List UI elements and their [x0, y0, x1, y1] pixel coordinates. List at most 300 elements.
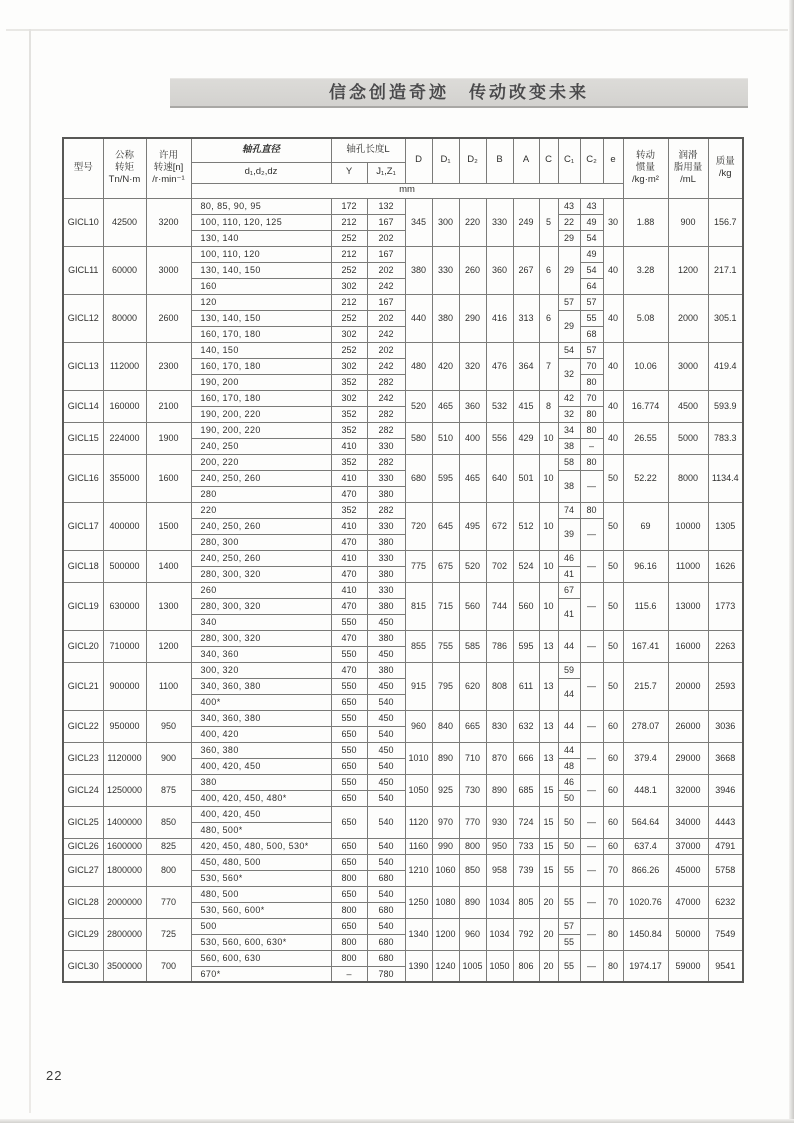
dim-B-cell: 890 [486, 774, 513, 806]
length-jz-cell: 282 [367, 454, 405, 470]
length-jz-cell: 540 [367, 886, 405, 902]
torque-cell: 112000 [103, 342, 146, 390]
dim-C1-cell: 46 [558, 550, 580, 566]
dim-A-cell: 364 [513, 342, 539, 390]
length-y-cell: 252 [331, 342, 367, 358]
dim-e-cell: 60 [603, 806, 623, 838]
dim-C1-cell: 44 [558, 678, 580, 710]
speed-cell: 2100 [146, 390, 191, 422]
dim-e-cell: 40 [603, 390, 623, 422]
bore-cell: 160, 170, 180 [191, 390, 331, 406]
length-y-cell: 470 [331, 486, 367, 502]
speed-cell: 1400 [146, 550, 191, 582]
length-jz-cell: 132 [367, 198, 405, 214]
dim-B-cell: 360 [486, 246, 513, 294]
speed-cell: 850 [146, 806, 191, 838]
bore-cell: 220 [191, 502, 331, 518]
dim-B-cell: 958 [486, 854, 513, 886]
speed-cell: 2300 [146, 342, 191, 390]
bore-cell: 130, 140 [191, 230, 331, 246]
mass-cell: 3946 [708, 774, 743, 806]
dim-C2-cell: 80 [580, 374, 603, 390]
model-cell: GICL22 [63, 710, 103, 742]
grease-cell: 26000 [668, 710, 708, 742]
length-jz-cell: 282 [367, 502, 405, 518]
dim-C2-cell: — [580, 630, 603, 662]
bore-cell: 500 [191, 918, 331, 934]
length-y-cell: 470 [331, 662, 367, 678]
length-jz-cell: 330 [367, 582, 405, 598]
model-cell: GICL23 [63, 742, 103, 774]
dim-C2-cell: 68 [580, 326, 603, 342]
bore-cell: 280 [191, 486, 331, 502]
speed-cell: 900 [146, 742, 191, 774]
dim-A-cell: 595 [513, 630, 539, 662]
table-body [63, 198, 743, 982]
table-row [63, 806, 743, 822]
model-cell: GICL17 [63, 502, 103, 550]
inertia-cell: 3.28 [623, 246, 668, 294]
table-row [63, 662, 743, 678]
inertia-cell: 448.1 [623, 774, 668, 806]
col-header-C1: C₁ [558, 138, 580, 183]
col-header-speed [146, 138, 191, 198]
header-line: Tn/N·m [108, 174, 141, 186]
dim-C1-cell: 42 [558, 390, 580, 406]
speed-cell: 1100 [146, 662, 191, 710]
header-line: /kg [718, 168, 732, 180]
speed-cell: 1900 [146, 422, 191, 454]
dim-C1-cell: 32 [558, 406, 580, 422]
table-row [63, 710, 743, 726]
dim-C2-cell: 70 [580, 358, 603, 374]
dim-C2-cell: 49 [580, 214, 603, 230]
dim-B-cell: 556 [486, 422, 513, 454]
length-y-cell: 410 [331, 550, 367, 566]
dim-C-cell: 10 [539, 422, 558, 454]
bore-cell: 400, 420 [191, 726, 331, 742]
bore-cell: 400, 420, 450, 480* [191, 790, 331, 806]
bore-cell: 340, 360, 380 [191, 710, 331, 726]
dim-C-cell: 10 [539, 550, 558, 582]
dim-C1-cell: 22 [558, 214, 580, 230]
dim-D2-cell: 260 [459, 246, 486, 294]
dim-C-cell: 13 [539, 662, 558, 710]
dim-e-cell: 50 [603, 502, 623, 550]
col-header-bore-sub: d₁,d₂,dz [191, 162, 331, 183]
dim-e-cell: 40 [603, 342, 623, 390]
dim-D-cell: 1120 [405, 806, 432, 838]
bore-cell: 240, 250, 260 [191, 470, 331, 486]
header-line: 质量 [715, 156, 735, 168]
model-cell: GICL10 [63, 198, 103, 246]
torque-cell: 630000 [103, 582, 146, 630]
dim-e-cell: 60 [603, 838, 623, 854]
dim-D-cell: 440 [405, 294, 432, 342]
bore-cell: 380 [191, 774, 331, 790]
grease-cell: 900 [668, 198, 708, 246]
dim-A-cell: 267 [513, 246, 539, 294]
col-header-torque [103, 138, 146, 198]
grease-cell: 59000 [668, 950, 708, 982]
mass-cell: 593.9 [708, 390, 743, 422]
dim-B-cell: 640 [486, 454, 513, 502]
bore-cell: 560, 600, 630 [191, 950, 331, 966]
dim-D1-cell: 755 [432, 630, 459, 662]
dim-D-cell: 380 [405, 246, 432, 294]
model-cell: GICL11 [63, 246, 103, 294]
bore-cell: 190, 200, 220 [191, 422, 331, 438]
table-row [63, 294, 743, 310]
length-jz-cell: 540 [367, 854, 405, 870]
dim-C-cell: 20 [539, 918, 558, 950]
torque-cell: 2000000 [103, 886, 146, 918]
dim-e-cell: 40 [603, 422, 623, 454]
dim-A-cell: 512 [513, 502, 539, 550]
dim-C2-cell: — [580, 886, 603, 918]
dim-C1-cell: 48 [558, 758, 580, 774]
bore-cell: 160, 170, 180 [191, 326, 331, 342]
inertia-cell: 10.06 [623, 342, 668, 390]
dim-B-cell: 950 [486, 838, 513, 854]
dim-A-cell: 560 [513, 582, 539, 630]
dim-C2-cell: — [580, 550, 603, 582]
table-row [63, 630, 743, 646]
bore-cell: 280, 300, 320 [191, 598, 331, 614]
dim-C2-cell: — [580, 470, 603, 502]
torque-cell: 60000 [103, 246, 146, 294]
dim-B-cell: 532 [486, 390, 513, 422]
dim-D-cell: 1340 [405, 918, 432, 950]
length-y-cell: – [331, 966, 367, 982]
table-row [63, 742, 743, 758]
length-jz-cell: 380 [367, 566, 405, 582]
dim-B-cell: 1050 [486, 950, 513, 982]
table-row [63, 342, 743, 358]
dim-C2-cell: 80 [580, 406, 603, 422]
speed-cell: 1600 [146, 454, 191, 502]
bore-cell: 480, 500 [191, 886, 331, 902]
length-jz-cell: 202 [367, 230, 405, 246]
dim-C1-cell: 55 [558, 886, 580, 918]
length-y-cell: 800 [331, 950, 367, 966]
header-line: 惯量 [636, 162, 656, 174]
mass-cell: 5758 [708, 854, 743, 886]
bore-cell: 260 [191, 582, 331, 598]
dim-D1-cell: 510 [432, 422, 459, 454]
header-line: 转速[n] [153, 162, 184, 174]
mass-cell: 4791 [708, 838, 743, 854]
dim-D1-cell: 1240 [432, 950, 459, 982]
torque-cell: 355000 [103, 454, 146, 502]
col-header-D: D [405, 138, 432, 183]
header-line: 转动 [636, 150, 656, 162]
dim-C2-cell: 49 [580, 246, 603, 262]
dim-C2-cell: 43 [580, 198, 603, 214]
torque-cell: 1800000 [103, 854, 146, 886]
torque-cell: 400000 [103, 502, 146, 550]
dim-C1-cell: 34 [558, 422, 580, 438]
dim-C2-cell: — [580, 918, 603, 950]
unit-row-mm: mm [191, 183, 623, 198]
bore-cell: 190, 200 [191, 374, 331, 390]
table-row [63, 582, 743, 598]
grease-cell: 34000 [668, 806, 708, 838]
inertia-cell: 637.4 [623, 838, 668, 854]
inertia-cell: 69 [623, 502, 668, 550]
dim-C-cell: 10 [539, 582, 558, 630]
dim-e-cell: 40 [603, 246, 623, 294]
speed-cell: 700 [146, 950, 191, 982]
bore-cell: 340, 360 [191, 646, 331, 662]
header-line: 型号 [73, 162, 93, 174]
length-jz-cell: 380 [367, 662, 405, 678]
speed-cell: 3000 [146, 246, 191, 294]
dim-B-cell: 476 [486, 342, 513, 390]
dim-C1-cell: 50 [558, 838, 580, 854]
dim-C-cell: 20 [539, 886, 558, 918]
table-row [63, 390, 743, 406]
dim-C-cell: 10 [539, 454, 558, 502]
col-header-D2: D₂ [459, 138, 486, 183]
model-cell: GICL21 [63, 662, 103, 710]
inertia-cell: 5.08 [623, 294, 668, 342]
bore-cell: 100, 110, 120 [191, 246, 331, 262]
model-cell: GICL20 [63, 630, 103, 662]
col-header-bore-length: 轴孔长度L [331, 138, 405, 162]
header-line: 许用 [158, 150, 178, 162]
length-jz-cell: 540 [367, 694, 405, 710]
dim-D2-cell: 620 [459, 662, 486, 710]
dim-B-cell: 830 [486, 710, 513, 742]
dim-C1-cell: 29 [558, 246, 580, 294]
dim-C2-cell: — [580, 582, 603, 630]
torque-cell: 2800000 [103, 918, 146, 950]
length-jz-cell: 167 [367, 214, 405, 230]
torque-cell: 42500 [103, 198, 146, 246]
dim-D-cell: 580 [405, 422, 432, 454]
dim-B-cell: 786 [486, 630, 513, 662]
dim-C2-cell: — [580, 950, 603, 982]
length-jz-cell: 680 [367, 870, 405, 886]
length-y-cell: 302 [331, 326, 367, 342]
model-cell: GICL16 [63, 454, 103, 502]
inertia-cell: 26.55 [623, 422, 668, 454]
length-jz-cell: 540 [367, 806, 405, 838]
bore-cell: 160 [191, 278, 331, 294]
torque-cell: 3500000 [103, 950, 146, 982]
bore-cell: 160, 170, 180 [191, 358, 331, 374]
inertia-cell: 1450.84 [623, 918, 668, 950]
dim-C1-cell: 41 [558, 598, 580, 630]
length-y-cell: 650 [331, 806, 367, 838]
dim-e-cell: 60 [603, 742, 623, 774]
model-cell: GICL29 [63, 918, 103, 950]
bore-cell: 400* [191, 694, 331, 710]
dim-C-cell: 15 [539, 806, 558, 838]
header-line: 润滑 [678, 150, 698, 162]
length-y-cell: 550 [331, 678, 367, 694]
dim-C2-cell: — [580, 742, 603, 774]
dim-D1-cell: 380 [432, 294, 459, 342]
dim-A-cell: 805 [513, 886, 539, 918]
dim-D1-cell: 1200 [432, 918, 459, 950]
dim-C-cell: 13 [539, 710, 558, 742]
model-cell: GICL24 [63, 774, 103, 806]
length-y-cell: 352 [331, 502, 367, 518]
dim-C1-cell: 38 [558, 438, 580, 454]
inertia-cell: 278.07 [623, 710, 668, 742]
dim-D-cell: 915 [405, 662, 432, 710]
table-row [63, 918, 743, 934]
length-y-cell: 550 [331, 646, 367, 662]
dim-B-cell: 744 [486, 582, 513, 630]
bore-cell: 140, 150 [191, 342, 331, 358]
grease-cell: 11000 [668, 550, 708, 582]
torque-cell: 710000 [103, 630, 146, 662]
dim-D2-cell: 770 [459, 806, 486, 838]
bore-cell: 670* [191, 966, 331, 982]
grease-cell: 50000 [668, 918, 708, 950]
dim-D2-cell: 520 [459, 550, 486, 582]
length-y-cell: 800 [331, 934, 367, 950]
speed-cell: 2600 [146, 294, 191, 342]
dim-e-cell: 70 [603, 854, 623, 886]
table-row [63, 950, 743, 966]
length-y-cell: 550 [331, 614, 367, 630]
length-jz-cell: 380 [367, 630, 405, 646]
header-line: 脂用量 [673, 162, 703, 174]
length-jz-cell: 680 [367, 934, 405, 950]
length-y-cell: 650 [331, 918, 367, 934]
bore-cell: 120 [191, 294, 331, 310]
table-row [63, 774, 743, 790]
bore-cell: 240, 250, 260 [191, 550, 331, 566]
model-cell: GICL27 [63, 854, 103, 886]
length-jz-cell: 282 [367, 406, 405, 422]
bore-cell: 280, 300, 320 [191, 630, 331, 646]
torque-cell: 900000 [103, 662, 146, 710]
length-y-cell: 212 [331, 214, 367, 230]
model-cell: GICL28 [63, 886, 103, 918]
dim-D1-cell: 675 [432, 550, 459, 582]
bore-cell: 530, 560, 600* [191, 902, 331, 918]
length-y-cell: 650 [331, 790, 367, 806]
col-header-C: C [539, 138, 558, 183]
page-number: 22 [46, 1068, 63, 1083]
length-y-cell: 800 [331, 870, 367, 886]
length-jz-cell: 540 [367, 790, 405, 806]
dim-D-cell: 480 [405, 342, 432, 390]
inertia-cell: 215.7 [623, 662, 668, 710]
speed-cell: 825 [146, 838, 191, 854]
speed-cell: 1500 [146, 502, 191, 550]
dim-C2-cell: — [580, 518, 603, 550]
length-jz-cell: 282 [367, 374, 405, 390]
dim-C2-cell: — [580, 710, 603, 742]
dim-e-cell: 50 [603, 550, 623, 582]
grease-cell: 4500 [668, 390, 708, 422]
length-jz-cell: 450 [367, 678, 405, 694]
dim-D2-cell: 730 [459, 774, 486, 806]
dim-D-cell: 1050 [405, 774, 432, 806]
grease-cell: 10000 [668, 502, 708, 550]
mass-cell: 419.4 [708, 342, 743, 390]
col-header-C2: C₂ [580, 138, 603, 183]
length-jz-cell: 450 [367, 774, 405, 790]
dim-B-cell: 330 [486, 198, 513, 246]
model-cell: GICL30 [63, 950, 103, 982]
dim-B-cell: 930 [486, 806, 513, 838]
col-header-B: B [486, 138, 513, 183]
dim-C2-cell: 80 [580, 454, 603, 470]
dim-A-cell: 792 [513, 918, 539, 950]
spec-table [62, 137, 744, 983]
torque-cell: 1400000 [103, 806, 146, 838]
dim-C1-cell: 67 [558, 582, 580, 598]
dim-D1-cell: 330 [432, 246, 459, 294]
length-y-cell: 410 [331, 582, 367, 598]
dim-D-cell: 960 [405, 710, 432, 742]
length-y-cell: 650 [331, 726, 367, 742]
bore-cell: 530, 560* [191, 870, 331, 886]
dim-C2-cell: 80 [580, 422, 603, 438]
dim-C1-cell: 57 [558, 294, 580, 310]
model-cell: GICL12 [63, 294, 103, 342]
dim-C-cell: 6 [539, 294, 558, 342]
mass-cell: 3668 [708, 742, 743, 774]
dim-C2-cell: — [580, 662, 603, 710]
grease-cell: 47000 [668, 886, 708, 918]
mass-cell: 1773 [708, 582, 743, 630]
length-y-cell: 212 [331, 246, 367, 262]
table-row [63, 838, 743, 854]
col-header-mass [708, 138, 743, 198]
dim-C1-cell: 55 [558, 950, 580, 982]
inertia-cell: 379.4 [623, 742, 668, 774]
length-jz-cell: 450 [367, 742, 405, 758]
grease-cell: 45000 [668, 854, 708, 886]
mass-cell: 2593 [708, 662, 743, 710]
dim-e-cell: 60 [603, 774, 623, 806]
length-y-cell: 470 [331, 566, 367, 582]
dim-D-cell: 1210 [405, 854, 432, 886]
dim-D1-cell: 465 [432, 390, 459, 422]
dim-C2-cell: 54 [580, 230, 603, 246]
dim-D1-cell: 300 [432, 198, 459, 246]
dim-C1-cell: 50 [558, 790, 580, 806]
mass-cell: 156.7 [708, 198, 743, 246]
dim-D2-cell: 710 [459, 742, 486, 774]
length-y-cell: 252 [331, 230, 367, 246]
dim-C-cell: 13 [539, 630, 558, 662]
dim-A-cell: 733 [513, 838, 539, 854]
col-header-inertia [623, 138, 668, 198]
length-jz-cell: 167 [367, 246, 405, 262]
bore-cell: 480, 500* [191, 822, 331, 838]
length-y-cell: 550 [331, 710, 367, 726]
speed-cell: 725 [146, 918, 191, 950]
length-y-cell: 550 [331, 742, 367, 758]
dim-C-cell: 6 [539, 246, 558, 294]
table-row [63, 502, 743, 518]
bore-cell: 530, 560, 600, 630* [191, 934, 331, 950]
dim-e-cell: 40 [603, 294, 623, 342]
length-jz-cell: 680 [367, 950, 405, 966]
mass-cell: 305.1 [708, 294, 743, 342]
table-row [63, 246, 743, 262]
mass-cell: 6232 [708, 886, 743, 918]
